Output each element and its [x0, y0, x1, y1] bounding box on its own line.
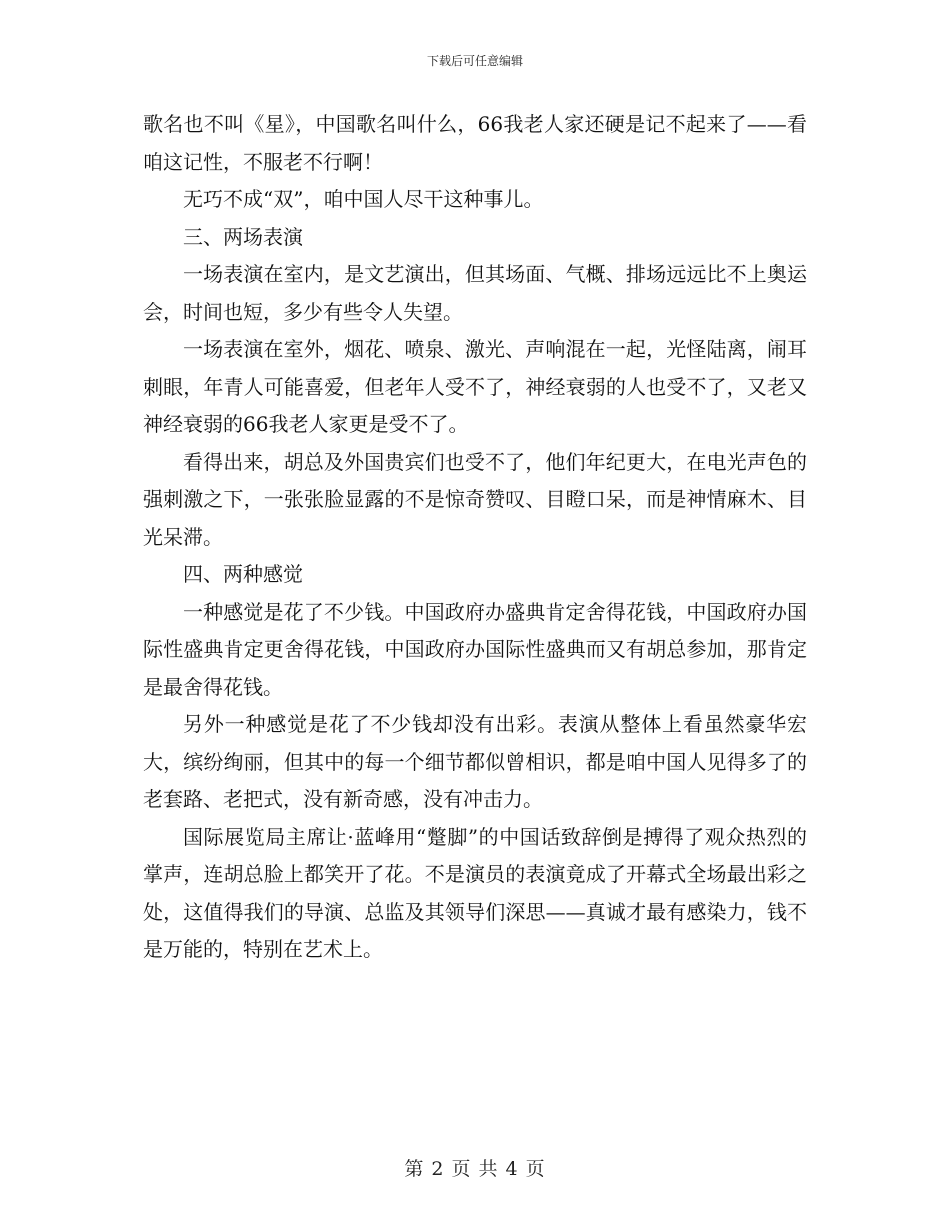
paragraph: 歌名也不叫《星》，中国歌名叫什么，66我老人家还硬是记不起来了——看咱这记性，不服老不行啊！ [143, 112, 807, 174]
section-heading: 四、两种感觉 [183, 562, 303, 586]
paragraph: 一场表演在室内，是文艺演出，但其场面、气概、排场远远比不上奥运会，时间也短，多少有些令人失望。 [143, 262, 807, 324]
paragraph: 一场表演在室外，烟花、喷泉、激光、声响混在一起，光怪陆离，闹耳刺眼，年青人可能喜爱，但老年人受不了，神经衰弱的人也受不了，又老又神经衰弱的66我老人家更是受不了。 [143, 337, 807, 436]
page-number-footer: 第 2 页 共 4 页 [404, 1158, 546, 1180]
section-heading: 三、两场表演 [183, 224, 303, 249]
document-body [143, 106, 807, 969]
page-header: 下载后可任意编辑 [426, 54, 523, 68]
paragraph: 看得出来，胡总及外国贵宾们也受不了，他们年纪更大，在电光声色的强刺激之下，一张张脸显露的不是惊奇赞叹、目瞪口呆，而是神情麻木、目光呆滞。 [143, 449, 807, 549]
paragraph: 另外一种感觉是花了不少钱却没有出彩。表演从整体上看虽然豪华宏大，缤纷绚丽，但其中的每一个细节都似曾相识，都是咱中国人见得多了的老套路、老把式，没有新奇感，没有冲击力。 [143, 712, 807, 811]
paragraph: 国际展览局主席让·蓝峰用“蹩脚”的中国话致辞倒是搏得了观众热烈的掌声，连胡总脸上都笑开了花。不是演员的表演竟成了开幕式全场最出彩之处，这值得我们的导演、总监及其领导们深思——真诚才最有感染力，钱不是万能的，特别在艺术上。 [143, 824, 807, 961]
paragraph: 一种感觉是花了不少钱。中国政府办盛典肯定舍得花钱，中国政府办国际性盛典肯定更舍得花钱，中国政府办国际性盛典而又有胡总参加，那肯定是最舍得花钱。 [143, 599, 807, 699]
paragraph: 无巧不成“双”，咱中国人尽干这种事儿。 [183, 187, 544, 211]
